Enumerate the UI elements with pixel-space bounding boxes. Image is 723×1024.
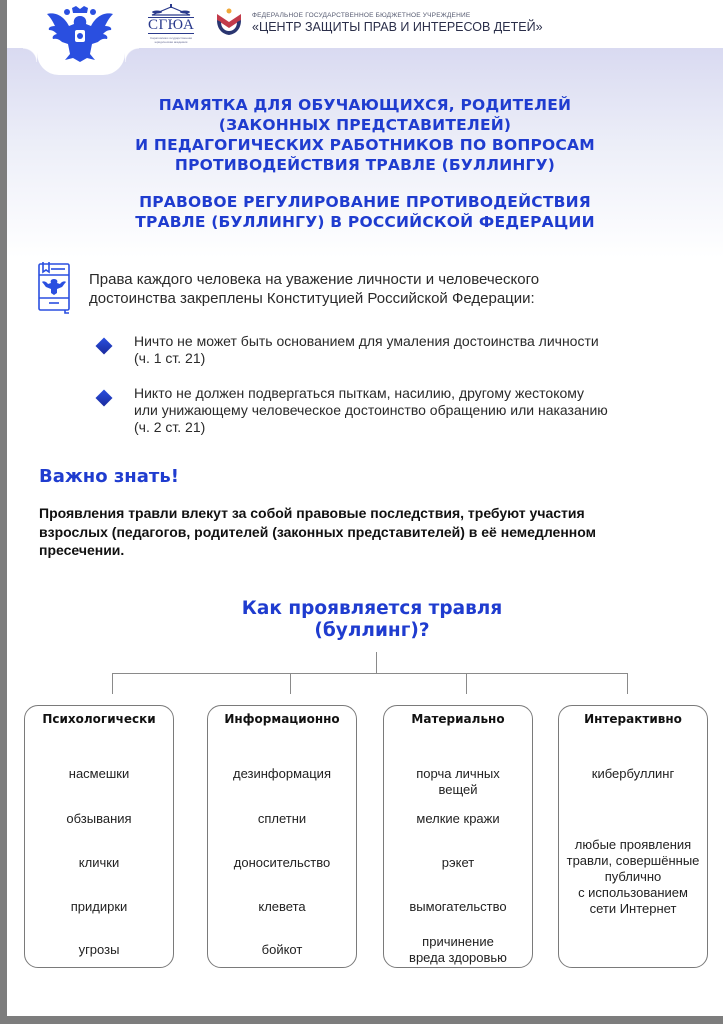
bullet-line: (ч. 1 ст. 21) <box>134 350 206 366</box>
diamond-bullet-icon <box>95 389 113 407</box>
card-item: угрозы <box>78 942 120 957</box>
card-item: мелкие кражи <box>416 811 500 826</box>
center-protection-logo <box>215 8 243 36</box>
card-item: насмешки <box>68 766 130 781</box>
page-subtitle <box>7 192 723 232</box>
card-item: клевета <box>258 899 306 914</box>
bullet-line: (ч. 2 ст. 21) <box>134 419 206 435</box>
intro-line: достоинства закреплены Конституцией Российской Федерации: <box>89 290 535 307</box>
eagle-emblem-logo <box>45 4 115 66</box>
card-item: рэкет <box>441 855 475 870</box>
card-item: доносительство <box>233 855 331 870</box>
forms-card-informational <box>207 705 357 968</box>
forms-card-psychological <box>24 705 174 968</box>
center-protection-title <box>252 12 543 34</box>
card-item: любые проявления травли, совершённые публично с использованием сети Интернет <box>566 837 700 916</box>
card-heading: Интерактивно <box>584 712 682 726</box>
diamond-bullet-icon <box>95 337 113 355</box>
constitution-bullet-1 <box>134 333 599 367</box>
bullet-line: Ничто не может быть основанием для умаления достоинства личности <box>134 333 599 349</box>
card-item: бойкот <box>261 942 303 957</box>
constitution-intro <box>89 270 539 308</box>
important-text <box>39 504 679 560</box>
card-item: дезинформация <box>232 766 331 781</box>
constitution-bullet-2 <box>134 385 608 436</box>
forms-card-material <box>383 705 533 968</box>
card-heading: Информационно <box>224 712 340 726</box>
card-item: кибербуллинг <box>591 766 675 781</box>
sgua-building-icon <box>148 4 194 16</box>
page-title <box>7 95 723 175</box>
important-line: пресечении. <box>39 542 125 558</box>
constitution-book-icon <box>37 260 71 314</box>
forms-title-line: Как проявляется травля <box>241 598 503 619</box>
page-subtitle-line: ТРАВЛЕ (БУЛЛИНГУ) В РОССИЙСКОЙ ФЕДЕРАЦИИ <box>135 213 595 231</box>
card-item: придирки <box>70 899 128 914</box>
intro-line: Права каждого человека на уважение личности и человеческого <box>89 271 540 288</box>
forms-title <box>7 598 723 642</box>
card-heading: Материально <box>411 712 505 726</box>
sgua-logo <box>145 4 197 48</box>
forms-connector-tree <box>7 650 723 700</box>
important-line: Проявления травли влекут за собой правовые последствия, требуют участия <box>39 505 585 521</box>
card-item: причинение вреда здоровью <box>409 934 507 965</box>
card-item: вымогательство <box>409 899 507 914</box>
card-item: обзывания <box>66 811 132 826</box>
center-org-type: ФЕДЕРАЛЬНОЕ ГОСУДАРСТВЕННОЕ БЮДЖЕТНОЕ УЧРЕЖДЕНИЕ <box>252 12 471 19</box>
page-title-line: И ПЕДАГОГИЧЕСКИХ РАБОТНИКОВ ПО ВОПРОСАМ <box>135 136 595 154</box>
card-heading: Психологически <box>42 712 156 726</box>
page-title-line: (ЗАКОННЫХ ПРЕДСТАВИТЕЛЕЙ) <box>218 116 512 134</box>
important-line: взрослых (педагогов, родителей (законных представителей) в её немедленном <box>39 523 596 540</box>
card-item: клички <box>78 855 120 870</box>
page-title-line: ПРОТИВОДЕЙСТВИЯ ТРАВЛЕ (БУЛЛИНГУ) <box>174 156 556 174</box>
page-subtitle-line: ПРАВОВОЕ РЕГУЛИРОВАНИЕ ПРОТИВОДЕЙСТВИЯ <box>139 193 591 211</box>
sgua-logo-name: СГЮА <box>148 17 195 33</box>
card-item: сплетни <box>257 811 307 826</box>
center-org-name: «ЦЕНТР ЗАЩИТЫ ПРАВ И ИНТЕРЕСОВ ДЕТЕЙ» <box>252 20 543 34</box>
important-heading: Важно знать! <box>39 466 179 487</box>
document-page <box>7 0 723 1016</box>
card-item: порча личных вещей <box>416 766 500 797</box>
forms-card-interactive <box>558 705 708 968</box>
page-title-line: ПАМЯТКА ДЛЯ ОБУЧАЮЩИХСЯ, РОДИТЕЛЕЙ <box>158 96 572 114</box>
bullet-line: Никто не должен подвергаться пыткам, насилию, другому жестокому <box>134 385 585 401</box>
bullet-line: или унижающему человеческое достоинство обращению или наказанию <box>134 402 608 418</box>
forms-title-line: (буллинг)? <box>314 620 430 641</box>
sgua-logo-subtitle: Саратовская государственная юридическая академия <box>149 36 193 44</box>
